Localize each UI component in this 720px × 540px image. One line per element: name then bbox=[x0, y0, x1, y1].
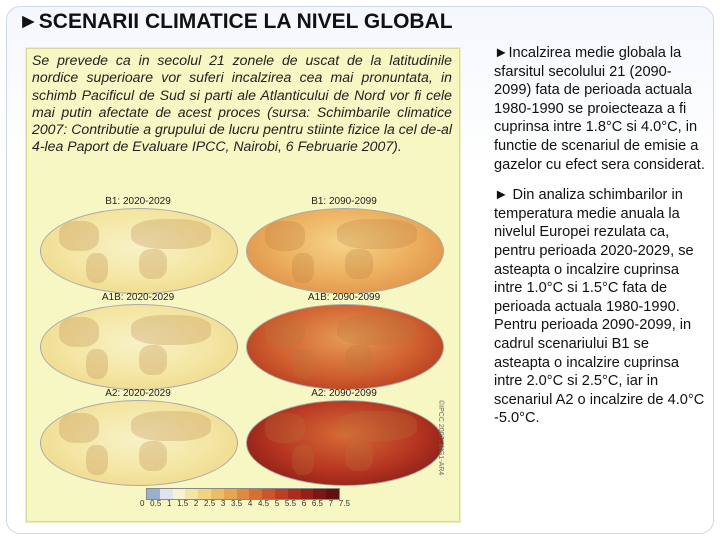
right-column bbox=[494, 44, 708, 440]
scale-tick-label: 3.5 bbox=[231, 499, 243, 508]
world-map-image bbox=[246, 304, 444, 390]
climate-maps-grid bbox=[38, 196, 444, 486]
world-map-image bbox=[40, 304, 238, 390]
scale-tick-label: 7.5 bbox=[338, 499, 350, 508]
map-label: B1: 2020-2029 bbox=[105, 196, 171, 207]
scale-tick-label: 0.5 bbox=[150, 499, 162, 508]
bullet-global-warming: ►Incalzirea medie globala la sfarsitul secolului 21 (2090-2099) fata de perioada actuala 1980-1990 se proiecteaza a fi cuprinsa intre 1.8°C si 4.0°C, in functie de scenariul de emisie a gazelor cu efect sera considerat. bbox=[494, 45, 705, 173]
scale-tick-label: 4.5 bbox=[257, 499, 270, 508]
scale-tick-label: 6 bbox=[301, 499, 307, 508]
scale-swatch bbox=[262, 489, 275, 499]
intro-paragraph: Se prevede ca in secolul 21 zonele de uscat de la latitudinile nordice superioare vor suferi incalzirea cea mai pronuntata, in schimb Pacificul de Sud si parti ale Atlanticului de Nord vor fi cele mai putin afectate de acest proces (sursa: Schimbarile climatice 2007: Contributie a grupului de lucru pentru stiinte fizice la cel de-al 4-lea Paport de Evaluare IPCC, Nairobi, 6 Februarie 2007). bbox=[32, 52, 452, 155]
map-label: A1B: 2020-2029 bbox=[101, 292, 175, 303]
scale-swatch bbox=[185, 489, 198, 499]
scale-tick-label: 1 bbox=[166, 499, 172, 508]
map-panel-a1b-2020 bbox=[38, 292, 238, 388]
world-map-image bbox=[40, 208, 238, 294]
image-credit: ©IPCC 2007: WG1-AR4 bbox=[437, 400, 444, 476]
world-map-image bbox=[246, 208, 444, 294]
scale-tick-label: 7 bbox=[328, 499, 334, 508]
scale-swatch bbox=[160, 489, 173, 499]
map-label: A1B: 2090-2099 bbox=[307, 292, 381, 303]
scale-tick-label: 2.5 bbox=[204, 499, 216, 508]
scale-tick-label: 0 bbox=[140, 499, 145, 508]
scale-swatch bbox=[249, 489, 262, 499]
map-panel-b1-2020 bbox=[38, 196, 238, 292]
map-label: A2: 2020-2029 bbox=[105, 388, 171, 399]
scale-tick-label: 1.5 bbox=[177, 499, 189, 508]
map-panel-a1b-2090 bbox=[244, 292, 444, 388]
scale-tick-label: 4 bbox=[247, 499, 253, 508]
map-panel-b1-2090 bbox=[244, 196, 444, 292]
scale-swatch bbox=[173, 489, 186, 499]
scale-swatch bbox=[326, 489, 339, 499]
world-map-image bbox=[40, 400, 238, 486]
map-panel-a2-2090 bbox=[244, 388, 444, 484]
scale-swatch bbox=[301, 489, 314, 499]
scale-tick-label: 5 bbox=[274, 499, 280, 508]
scale-swatch bbox=[211, 489, 224, 499]
temperature-scale-ticks bbox=[140, 499, 350, 508]
scale-swatch bbox=[237, 489, 250, 499]
map-panel-a2-2020 bbox=[38, 388, 238, 484]
scale-tick-label: 3 bbox=[220, 499, 226, 508]
scale-tick-label: 2 bbox=[193, 499, 199, 508]
map-label: B1: 2090-2099 bbox=[311, 196, 377, 207]
world-map-image bbox=[246, 400, 444, 486]
scale-swatch bbox=[275, 489, 288, 499]
bullet-europe-analysis: ► Din analiza schimbarilor in temperatura medie anuala la nivelul Europei rezulata ca, pentru perioada 2020-2029, se asteapta o incalzire cuprinsa intre 1.0°C si 1.5°C fata de perioada actuala 1980-1990. Pentru perioada 2090-2099, in cadrul scenariului B1 se asteapta o incalzire cuprinsa intre 2.0°C si 2.5°C, iar in scenariul A2 o incalzire de 4.0°C -5.0°C. bbox=[494, 187, 705, 427]
scale-swatch bbox=[288, 489, 301, 499]
slide-title: ►SCENARII CLIMATICE LA NIVEL GLOBAL bbox=[18, 10, 453, 33]
scale-swatch bbox=[224, 489, 237, 499]
map-label: A2: 2090-2099 bbox=[311, 388, 377, 399]
scale-tick-label: 5.5 bbox=[284, 499, 297, 508]
scale-tick-label: 6.5 bbox=[311, 499, 323, 508]
scale-swatch bbox=[198, 489, 211, 499]
scale-swatch bbox=[147, 489, 160, 499]
scale-swatch bbox=[313, 489, 326, 499]
